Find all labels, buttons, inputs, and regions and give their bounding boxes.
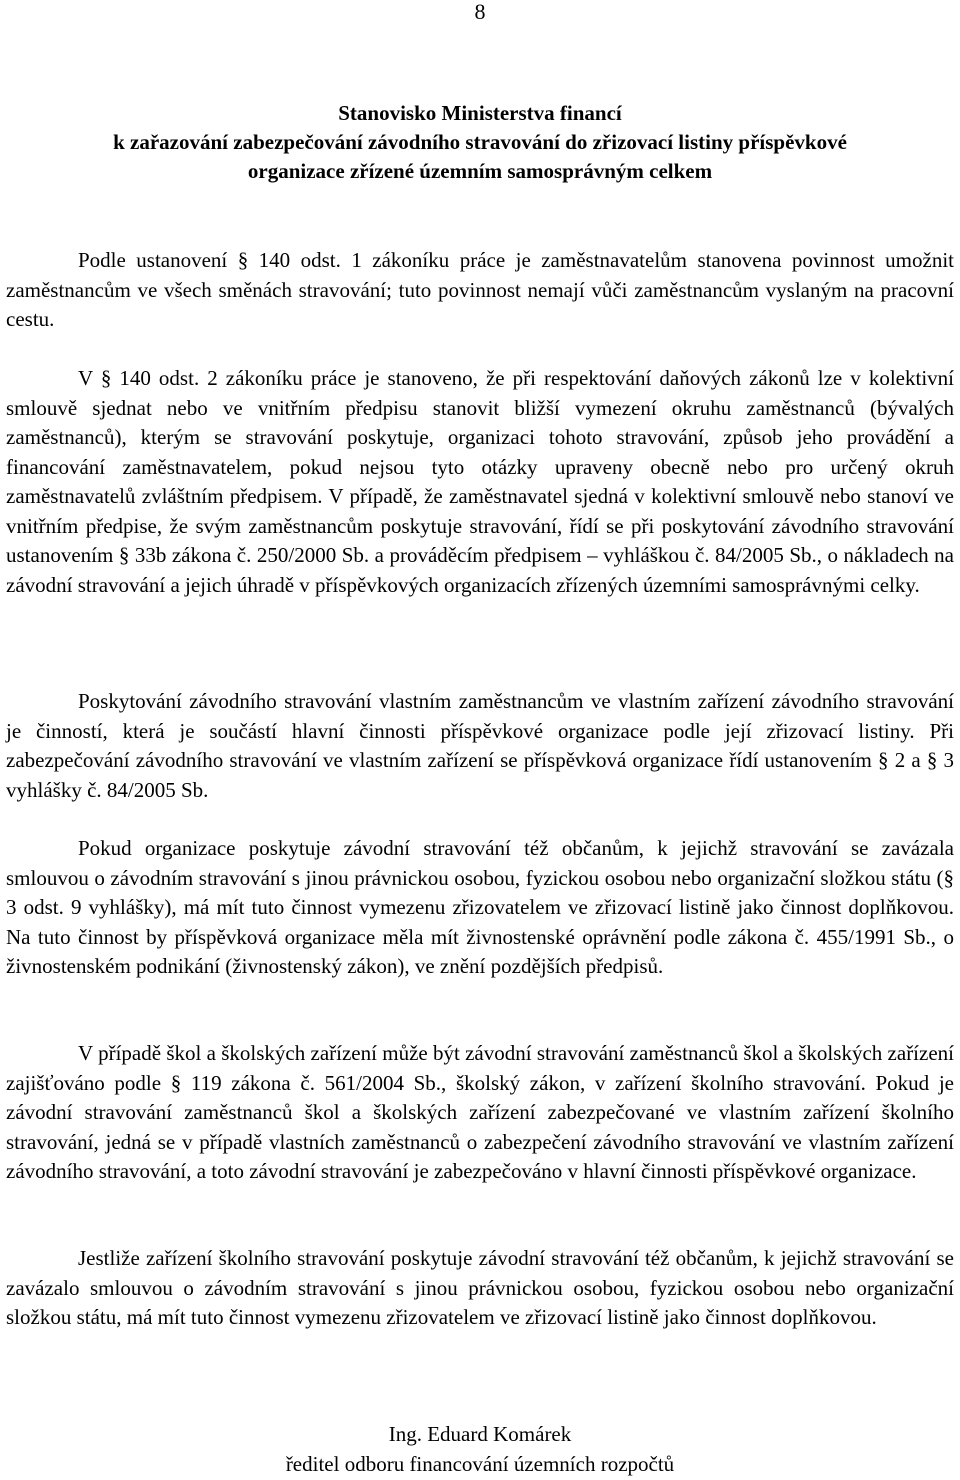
page-number: 8 — [474, 0, 486, 24]
paragraph-1: Podle ustanovení § 140 odst. 1 zákoníku práce je zaměstnavatelům stanovena povinnost umožnit zaměstnancům ve všech směnách stravování; tuto povinnost nemají vůči zaměstnancům vyslaným na pracovní cestu. — [6, 248, 954, 331]
title-line-2: k zařazování zabezpečování závodního stravování do zřizovací listiny příspěvkové — [113, 130, 847, 154]
title-line-1: Stanovisko Ministerstva financí — [338, 101, 622, 125]
paragraph-5: V případě škol a školských zařízení může být závodní stravování zaměstnanců škol a školských zařízení zajišťováno podle § 119 zákona č. 561/2004 Sb., školský zákon, v zařízení školního stravování. Pokud je závodní stravování zaměstnanců škol a školských zařízení zabezpečované ve vlastním zařízení školního stravování, jedná se v případě vlastních zaměstnanců o zabezpečení závodního stravování ve vlastním zařízení závodního stravování, a toto závodní stravování je zabezpečováno v hlavní činnosti příspěvkové organizace. — [6, 1041, 954, 1183]
paragraph-6: Jestliže zařízení školního stravování poskytuje závodní stravování též občanům, k jejichž stravování se zavázalo smlouvou o závodním stravování s jinou právnickou osobou, fyzickou osobou nebo organizační složkou státu, má mít tuto činnost vymezenu zřizovatelem ve zřizovací listině jako činnost doplňkovou. — [6, 1246, 954, 1329]
paragraph-3: Poskytování závodního stravování vlastním zaměstnancům ve vlastním zařízení závodního stravování je činností, která je součástí hlavní činnosti příspěvkové organizace podle její zřizovací listiny. Při zabezpečování závodního stravování ve vlastním zařízení se příspěvková organizace řídí ustanovením § 2 a § 3 vyhlášky č. 84/2005 Sb. — [6, 689, 954, 802]
signature-name: Ing. Eduard Komárek — [388, 1422, 572, 1446]
paragraph-4: Pokud organizace poskytuje závodní stravování též občanům, k jejichž stravování se zavázala smlouvou o závodním stravování s jinou právnickou osobou, fyzickou osobou nebo organizační složkou státu (§ 3 odst. 9 vyhlášky), má mít tuto činnost vymezenu zřizovatelem ve zřizovací listině jako činnost doplňkovou. Na tuto činnost by příspěvková organizace měla mít živnostenské oprávnění podle zákona č. 455/1991 Sb., o živnostenském podnikání (živnostenský zákon), ve znění pozdějších předpisů. — [6, 836, 954, 978]
document-title — [0, 99, 960, 186]
signature-role: ředitel odboru financování územních rozpočtů — [285, 1452, 675, 1476]
paragraph-2: V § 140 odst. 2 zákoníku práce je stanoveno, že při respektování daňových zákonů lze v kolektivní smlouvě sjednat nebo ve vnitřním předpisu stanovit bližší vymezení okruhu zaměstnanců (bývalých zaměstnanců), kterým se stravování poskytuje, organizaci tohoto stravování, způsob jeho provádění a financování zaměstnavatelem, pokud nejsou tyto otázky upraveny obecně nebo pro určený okruh zaměstnavatelů zvláštním předpisem. V případě, že zaměstnavatel sjedná v kolektivní smlouvě nebo stanoví ve vnitřním předpise, že svým zaměstnancům poskytuje stravování, řídí se při poskytování závodního stravování ustanovením § 33b zákona č. 250/2000 Sb. a prováděcím předpisem – vyhláškou č. 84/2005 Sb., o nákladech na závodní stravování a jejich úhradě v příspěvkových organizacích zřízených územními samosprávnými celky. — [6, 366, 954, 597]
title-line-3: organizace zřízené územním samosprávným celkem — [247, 159, 713, 183]
